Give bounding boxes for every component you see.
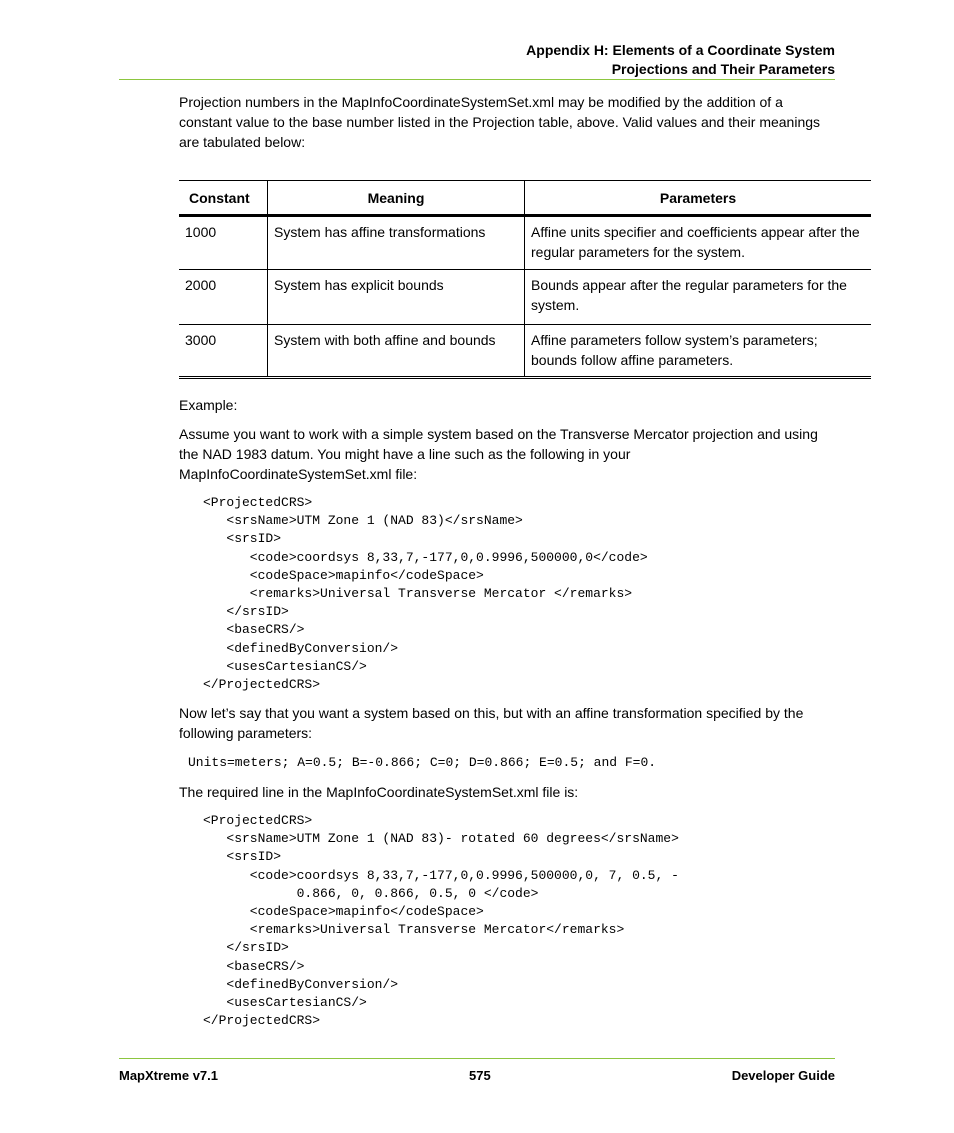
affine-paragraph: Now let’s say that you want a system based on this, but with an affine transformation specified by the following parameters: <box>179 705 804 741</box>
column-header-meaning: Meaning <box>268 181 525 216</box>
footer-product: MapXtreme v7.1 <box>119 1068 218 1083</box>
table-header-row <box>179 181 871 216</box>
affine-parameters-line: Units=meters; A=0.5; B=-0.866; C=0; D=0.866; E=0.5; and F=0. <box>188 755 657 770</box>
intro-paragraph: Projection numbers in the MapInfoCoordinateSystemSet.xml may be modified by the addition of a constant value to the base number listed in the Projection table, above. Valid values and their meanings are tabulated below: <box>179 94 821 150</box>
header-line-2: Projections and Their Parameters <box>611 61 835 77</box>
cell-meaning: System with both affine and bounds <box>268 325 525 378</box>
table-row <box>179 325 871 378</box>
header-line-1: Appendix H: Elements of a Coordinate System <box>526 42 835 58</box>
table-row <box>179 270 871 325</box>
column-header-parameters: Parameters <box>525 181 872 216</box>
table-row <box>179 216 871 270</box>
cell-parameters: Bounds appear after the regular parameters for the system. <box>525 270 872 325</box>
required-line-paragraph: The required line in the MapInfoCoordinateSystemSet.xml file is: <box>179 784 579 800</box>
footer-page-number: 575 <box>469 1068 491 1083</box>
code-block-rotated: <ProjectedCRS> <srsName>UTM Zone 1 (NAD 83)- rotated 60 degrees</srsName> <srsID> <code>coordsys 8,33,7,-177,0,0.9996,500000,0, 7, 0.5, - 0.866, 0, 0.866, 0.5, 0 </code> <codeSpace>mapinfo</codeSpace> <remarks>Universal Transverse Mercator</remarks> </srsID> <baseCRS/> <definedByConversion/> <usesCartesianCS/> </ProjectedCRS> <box>203 813 679 1029</box>
cell-parameters: Affine units specifier and coefficients appear after the regular parameters for the system. <box>525 216 872 270</box>
footer-rule <box>119 1058 835 1059</box>
example-paragraph: Assume you want to work with a simple system based on the Transverse Mercator projection and using the NAD 1983 datum. You might have a line such as the following in your MapInfoCoordinateSystemSet.xml file: <box>179 426 818 482</box>
header-rule <box>119 79 835 80</box>
footer-guide-title: Developer Guide <box>731 1068 835 1083</box>
running-header <box>526 41 835 79</box>
cell-meaning: System has affine transformations <box>268 216 525 270</box>
cell-meaning: System has explicit bounds <box>268 270 525 325</box>
cell-parameters: Affine parameters follow system’s parameters; bounds follow affine parameters. <box>525 325 872 378</box>
column-header-constant: Constant <box>179 181 268 216</box>
example-label: Example: <box>179 397 238 413</box>
cell-constant: 1000 <box>179 216 268 270</box>
constant-table <box>179 180 871 379</box>
cell-constant: 3000 <box>179 325 268 378</box>
cell-constant: 2000 <box>179 270 268 325</box>
code-block-original: <ProjectedCRS> <srsName>UTM Zone 1 (NAD 83)</srsName> <srsID> <code>coordsys 8,33,7,-177,0,0.9996,500000,0</code> <codeSpace>mapinfo</codeSpace> <remarks>Universal Transverse Mercator </remarks> </srsID> <baseCRS/> <definedByConversion/> <usesCartesianCS/> </ProjectedCRS> <box>203 495 648 693</box>
